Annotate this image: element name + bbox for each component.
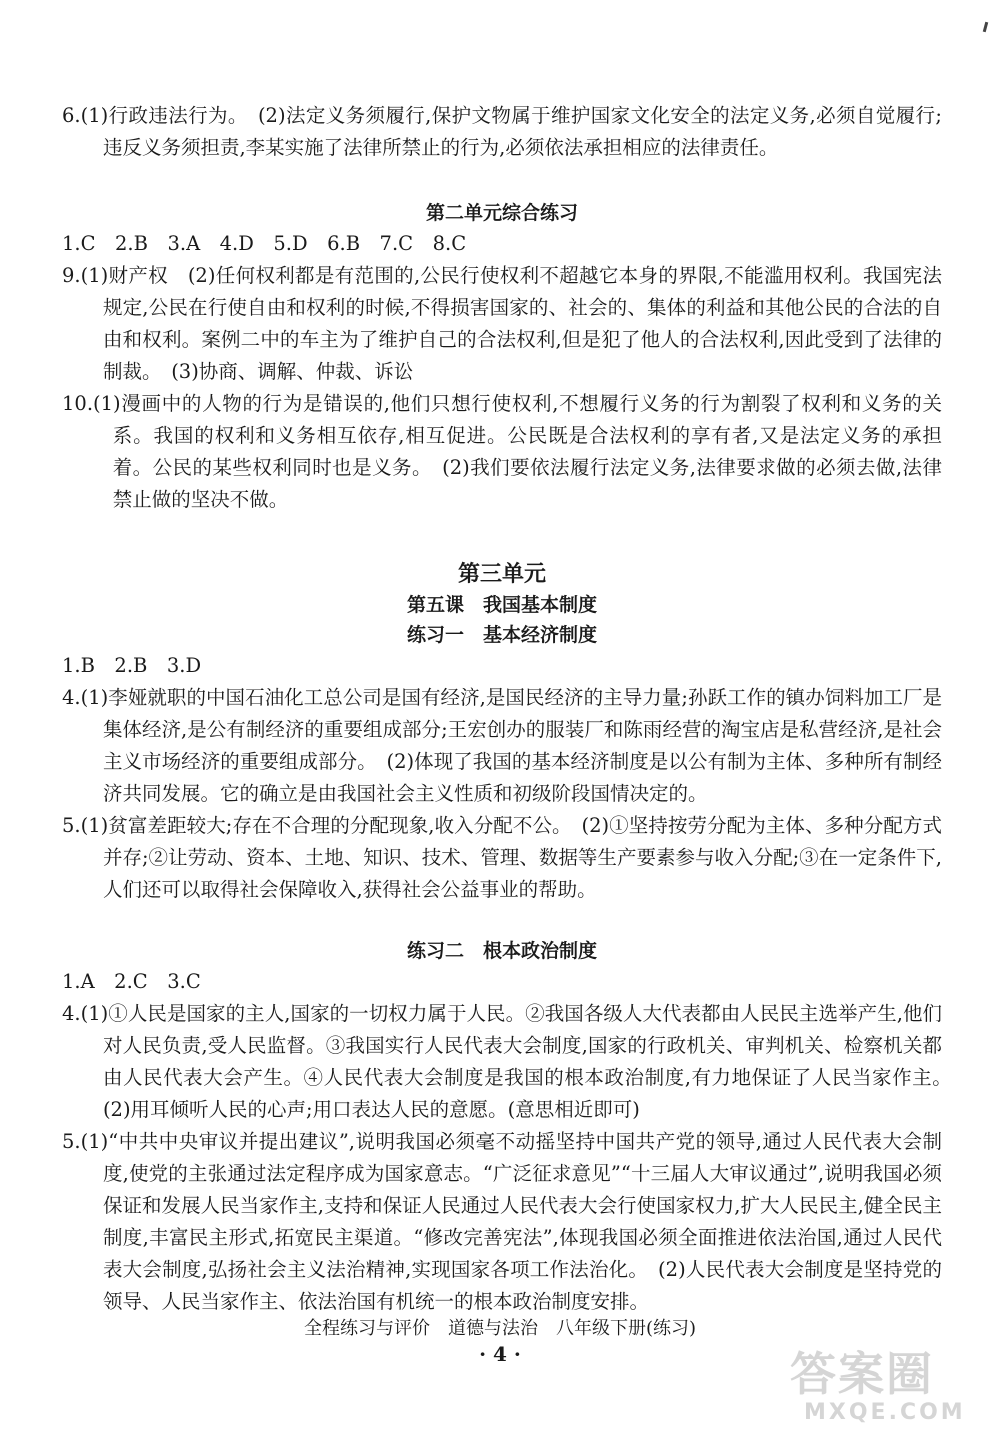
exercise1-mc-answers: 1.B 2.B 3.D (62, 654, 202, 677)
page-number: · 4 · (479, 1342, 521, 1366)
unit2-answer-q9: 9.(1)财产权 (2)任何权利都是有范围的,公民行使权利不超越它本身的界限,不能滥用权利。我国宪法规定,公民在行使自由和权利的时候,不得损害国家的、社会的、集体的利益和其他公民的合法的自由和权利。案例二中的车主为了维护自己的合法权利,但是犯了他人的合法权利,因此受到了法律的制裁。 (3)协商、调解、仲裁、诉讼 (62, 264, 942, 383)
unit2-answer-q10: 10.(1)漫画中的人物的行为是错误的,他们只想行使权利,不想履行义务的行为割裂了权利和义务的关系。我国的权利和义务相互依存,相互促进。公民既是合法权利的享有者,又是法定义务的承担着。公民的某些权利同时也是义务。 (2)我们要依法履行法定义务,法律要求做的必须去做,法律禁止做的坚决不做。 (62, 392, 942, 511)
book-footer: 全程练习与评价 道德与法治 八年级下册(练习) (303, 1318, 697, 1339)
exercise1-answer-q4: 4.(1)李娅就职的中国石油化工总公司是国有经济,是国民经济的主导力量;孙跃工作的镇办饲料加工厂是集体经济,是公有制经济的重要组成部分;王宏创办的服装厂和陈雨经营的淘宝店是私营经济,是社会主义市场经济的重要组成部分。 (2)体现了我国的基本经济制度是以公有制为主体、多种所有制经济共同发展。它的确立是由我国社会主义性质和初级阶段国情决定的。 (62, 686, 942, 805)
lesson5-title: 第五课 我国基本制度 (406, 594, 597, 616)
watermark-domain: MXQE.COM (804, 1400, 966, 1425)
exercise1-title: 练习一 基本经济制度 (406, 624, 597, 646)
watermark-text: 答案圈 (790, 1347, 934, 1401)
unit2-review-title: 第二单元综合练习 (425, 202, 578, 224)
answer-q6: 6.(1)行政违法行为。 (2)法定义务须履行,保护文物属于维护国家文化安全的法定义务,必须自觉履行;违反义务须担责,李某实施了法律所禁止的行为,必须依法承担相应的法律责任。 (62, 104, 942, 159)
unit3-title: 第三单元 (457, 562, 546, 587)
exercise1-answer-q5: 5.(1)贫富差距较大;存在不合理的分配现象,收入分配不公。 (2)①坚持按劳分配为主体、多种分配方式并存;②让劳动、资本、土地、知识、技术、管理、数据等生产要素参与收入分配;③在一定条件下,人们还可以取得社会保障收入,获得社会公益事业的帮助。 (62, 814, 942, 901)
exercise2-answer-q4: 4.(1)①人民是国家的主人,国家的一切权力属于人民。②我国各级人大代表都由人民民主选举产生,他们对人民负责,受人民监督。③我国实行人民代表大会制度,国家的行政机关、审判机关、检察机关都由人民代表大会产生。④人民代表大会制度是我国的根本政治制度,有力地保证了人民当家作主。 (2)用耳倾听人民的心声;用口表达人民的意愿。(意思相近即可) (62, 1002, 962, 1121)
exercise2-answer-q5: 5.(1)“中共中央审议并提出建议”,说明我国必须毫不动摇坚持中国共产党的领导,通过人民代表大会制度,使党的主张通过法定程序成为国家意志。“广泛征求意见”“十三届人大审议通过”,说明我国必须保证和发展人民当家作主,支持和保证人民通过人民代表大会行使国家权力,扩大人民民主,健全民主制度,丰富民主形式,拓宽民主渠道。“修改完善宪法”,体现我国必须全面推进依法治国,通过人民代表大会制度,弘扬社会主义法治精神,实现国家各项工作法治化。 (2)人民代表大会制度是坚持党的领导、人民当家作主、依法治国有机统一的根本政治制度安排。 (62, 1130, 942, 1313)
site-watermark-logo (790, 1348, 990, 1434)
exercise2-mc-answers: 1.A 2.C 3.C (62, 970, 201, 993)
scan-mark (983, 22, 988, 32)
answer-page (62, 100, 962, 1318)
unit2-mc-answers: 1.C 2.B 3.A 4.D 5.D 6.B 7.C 8.C (62, 232, 467, 255)
exercise2-title: 练习二 根本政治制度 (406, 940, 597, 962)
